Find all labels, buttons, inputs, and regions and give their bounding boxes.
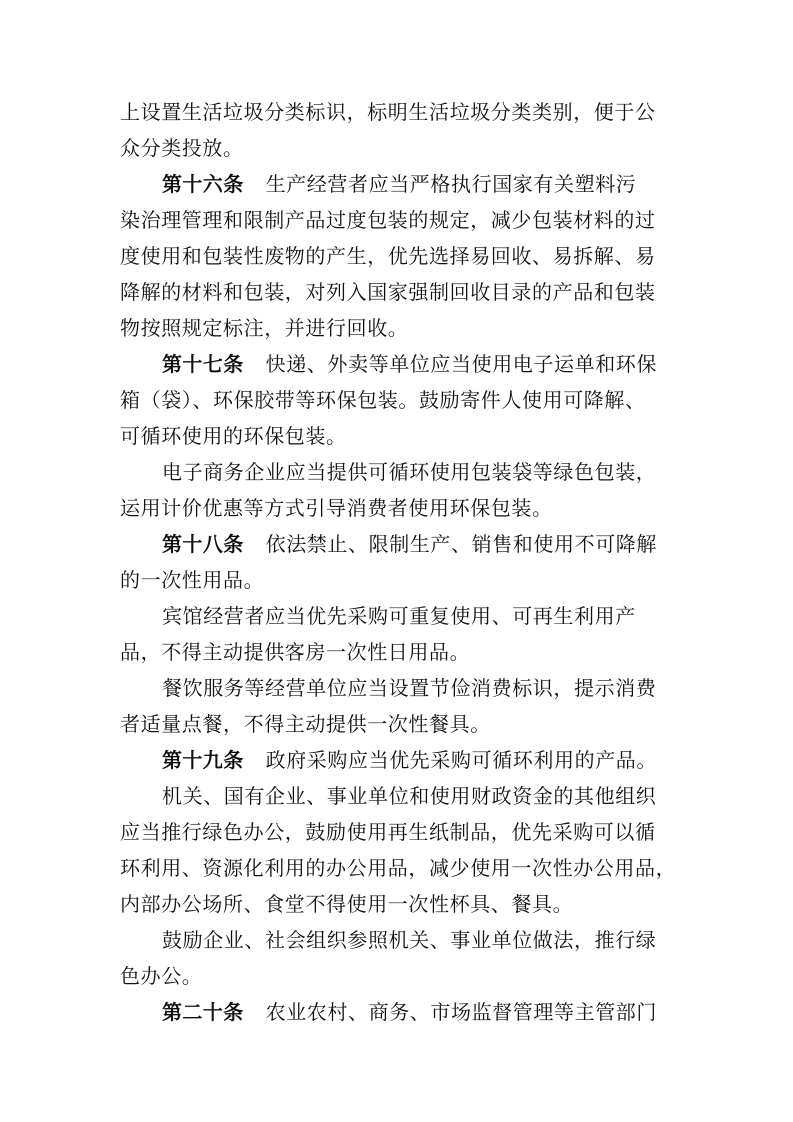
text-line: 上设置生活垃圾分类标识，标明生活垃圾分类类别，便于公 xyxy=(120,100,656,124)
article-text: 生产经营者应当严格执行国家有关塑料污 xyxy=(265,172,637,196)
text-line: 可循环使用的环保包装。 xyxy=(120,424,347,448)
article-text: 快递、外卖等单位应当使用电子运单和环保 xyxy=(265,352,658,376)
paragraph-line: 鼓励企业、社会组织参照机关、事业单位做法，推行绿 xyxy=(162,928,657,952)
article-number: 第十八条 xyxy=(162,532,244,556)
document-body xyxy=(120,94,680,1030)
article-line xyxy=(120,166,680,202)
article-line xyxy=(120,526,680,562)
text-line: 众分类投放。 xyxy=(120,136,244,160)
text-line: 环利用、资源化利用的办公用品，减少使用一次性办公用品， xyxy=(120,856,677,880)
article-number: 第二十条 xyxy=(162,1000,244,1024)
text-line: 度使用和包装性废物的产生，优先选择易回收、易拆解、易 xyxy=(120,244,656,268)
text-line: 应当推行绿色办公，鼓励使用再生纸制品，优先采购可以循 xyxy=(120,820,656,844)
paragraph-line: 电子商务企业应当提供可循环使用包装袋等绿色包装， xyxy=(162,460,657,484)
article-text: 农业农村、商务、市场监督管理等主管部门 xyxy=(265,1000,658,1024)
text-line: 内部办公场所、食堂不得使用一次性杯具、餐具。 xyxy=(120,892,574,916)
text-line: 染治理管理和限制产品过度包装的规定，减少包装材料的过 xyxy=(120,208,656,232)
text-line: 色办公。 xyxy=(120,964,203,988)
paragraph-line: 宾馆经营者应当优先采购可重复使用、可再生利用产 xyxy=(162,604,636,628)
text-line: 者适量点餐，不得主动提供一次性餐具。 xyxy=(120,712,491,736)
text-line: 物按照规定标注，并进行回收。 xyxy=(120,316,409,340)
article-line xyxy=(120,994,680,1030)
text-line: 运用计价优惠等方式引导消费者使用环保包装。 xyxy=(120,496,553,520)
text-line: 品，不得主动提供客房一次性日用品。 xyxy=(120,640,471,664)
paragraph-line: 餐饮服务等经营单位应当设置节俭消费标识，提示消费 xyxy=(162,676,657,700)
article-number: 第十六条 xyxy=(162,172,244,196)
article-line xyxy=(120,742,680,778)
article-line xyxy=(120,346,680,382)
article-text: 政府采购应当优先采购可循环利用的产品。 xyxy=(265,748,658,772)
text-line: 的一次性用品。 xyxy=(120,568,265,592)
article-number: 第十九条 xyxy=(162,748,244,772)
paragraph-line: 机关、国有企业、事业单位和使用财政资金的其他组织 xyxy=(162,784,657,808)
text-line: 降解的材料和包装，对列入国家强制回收目录的产品和包装 xyxy=(120,280,656,304)
article-number: 第十七条 xyxy=(162,352,244,376)
article-text: 依法禁止、限制生产、销售和使用不可降解 xyxy=(265,532,658,556)
text-line: 箱（袋）、环保胶带等环保包装。鼓励寄件人使用可降解、 xyxy=(120,388,646,412)
